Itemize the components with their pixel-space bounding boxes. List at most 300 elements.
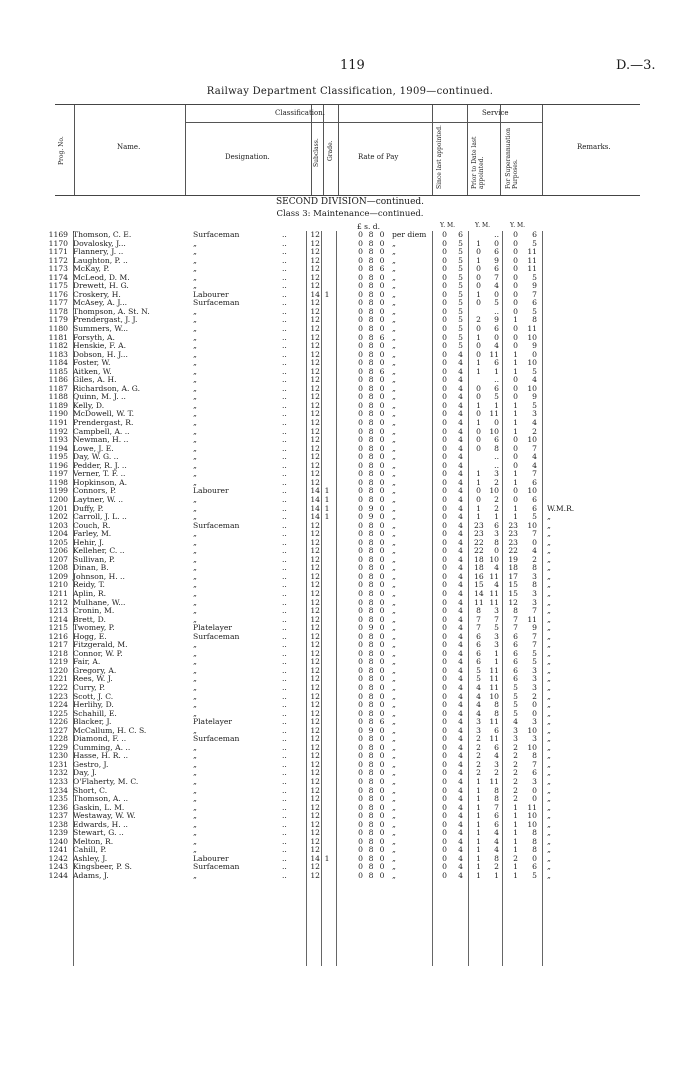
since-years: 0 — [442, 734, 447, 744]
super-years: 1 — [513, 426, 518, 436]
super-months: 7 — [532, 631, 537, 641]
rate-note: „ — [392, 315, 396, 325]
designation: „ — [193, 341, 197, 351]
superannuation-header: For Superannuation Purposes. — [505, 127, 519, 189]
super-years: 23 — [508, 537, 518, 547]
since-months: 5 — [458, 341, 463, 351]
designation: Labourer — [193, 486, 229, 496]
rate-shillings: 8 — [368, 828, 374, 838]
prior-years: 7 — [476, 614, 481, 624]
subclass: 12 — [310, 742, 320, 752]
prog-no: 1201 — [48, 503, 68, 513]
super-years: 0 — [513, 375, 518, 385]
since-months: 4 — [458, 862, 463, 872]
rate-pence: 0 — [379, 700, 385, 710]
super-months: 11 — [527, 255, 537, 265]
employee-name: Blacker, J. — [73, 717, 112, 727]
rate-note: „ — [392, 871, 396, 881]
since-months: 4 — [458, 426, 463, 436]
leader-dots: .. — [282, 230, 287, 239]
prior-months: 7 — [494, 272, 499, 282]
rate-pounds: 0 — [358, 554, 363, 564]
rate-shillings: 8 — [368, 306, 374, 316]
remarks: „ — [547, 811, 551, 821]
prog-no: 1184 — [48, 358, 68, 368]
leader-dots: .. — [282, 289, 287, 299]
employee-name: Richardson, A. G. — [73, 383, 141, 393]
rate-note: „ — [392, 614, 396, 624]
rate-pence: 0 — [379, 281, 385, 291]
remarks: „ — [547, 691, 551, 701]
super-years: 1 — [513, 358, 518, 368]
rate-shillings: 8 — [368, 742, 374, 752]
rate-shillings: 8 — [368, 443, 374, 453]
prog-no: 1239 — [48, 828, 68, 838]
prog-no: 1182 — [48, 341, 68, 351]
super-months: 2 — [532, 426, 537, 436]
rate-note: „ — [392, 657, 396, 667]
rate-pounds: 0 — [358, 409, 363, 419]
prog-no: 1233 — [48, 777, 68, 786]
prior-years: 0 — [476, 486, 481, 496]
remarks: „ — [547, 828, 551, 838]
subclass: 12 — [310, 571, 320, 581]
super-years: 0 — [513, 264, 518, 274]
super-months: 10 — [527, 383, 537, 393]
employee-name: Johnson, H. .. — [73, 571, 125, 581]
rate-shillings: 8 — [368, 811, 374, 821]
rate-note: „ — [392, 383, 396, 393]
prior-years: 0 — [476, 272, 481, 282]
rate-shillings: 8 — [368, 272, 374, 282]
prior-months: 2 — [494, 862, 499, 872]
employee-name: Laughton, P. .. — [73, 255, 128, 265]
employee-name: Cahill, P. — [73, 845, 107, 855]
rate-pence: 0 — [379, 631, 385, 641]
since-months: 5 — [458, 298, 463, 308]
rate-note: „ — [392, 725, 396, 735]
prior-months: 1 — [494, 366, 499, 376]
leader-dots: .. — [282, 785, 287, 795]
prior-months: 10 — [489, 426, 499, 436]
rate-shillings: 8 — [368, 383, 374, 393]
designation: „ — [193, 332, 197, 342]
leader-dots: .. — [282, 734, 287, 744]
prog-no: 1172 — [48, 255, 68, 265]
designation: Surfaceman — [193, 298, 240, 308]
employee-name: Fair, A. — [73, 657, 101, 667]
rate-pence: 0 — [379, 306, 385, 316]
super-months: 3 — [532, 597, 537, 607]
rate-shillings: 8 — [368, 836, 374, 846]
since-years: 0 — [442, 546, 447, 556]
rate-note: „ — [392, 400, 396, 410]
since-months: 4 — [458, 725, 463, 735]
leader-dots: .. — [282, 759, 287, 769]
since-years: 0 — [442, 682, 447, 692]
rate-pence: 0 — [379, 734, 385, 744]
prog-no: 1222 — [48, 682, 68, 692]
subclass: 12 — [310, 785, 320, 795]
prior-years: 4 — [476, 700, 481, 710]
prog-no: 1207 — [48, 554, 68, 564]
super-years: 1 — [513, 503, 518, 513]
since-years: 0 — [442, 520, 447, 530]
prog-no: 1238 — [48, 819, 68, 829]
leader-dots: .. — [282, 665, 287, 675]
super-months: 9 — [532, 392, 537, 402]
prog-no: 1218 — [48, 648, 68, 658]
super-months: 8 — [532, 845, 537, 855]
since-months: 4 — [458, 836, 463, 846]
rate-pounds: 0 — [358, 674, 363, 684]
super-years: 0 — [513, 435, 518, 445]
rate-pounds: 0 — [358, 469, 363, 479]
since-months: 4 — [458, 751, 463, 761]
rate-pence: 0 — [379, 418, 385, 428]
prior-months: 0 — [494, 289, 499, 299]
rate-note: „ — [392, 648, 396, 658]
rate-note: „ — [392, 845, 396, 855]
since-years: 0 — [442, 366, 447, 376]
super-months: 2 — [532, 691, 537, 701]
rate-pence: 0 — [379, 537, 385, 547]
since-months: 4 — [458, 606, 463, 616]
remarks: „ — [547, 588, 551, 598]
super-months: 3 — [532, 734, 537, 744]
prior-months: 8 — [494, 794, 499, 804]
rate-pounds: 0 — [358, 503, 363, 513]
prog-no: 1195 — [48, 452, 68, 462]
since-months: 4 — [458, 623, 463, 633]
rate-pence: 0 — [379, 298, 385, 308]
rate-note: „ — [392, 640, 396, 650]
prior-months: 11 — [489, 777, 499, 786]
rate-pence: 0 — [379, 571, 385, 581]
rate-note: „ — [392, 238, 396, 248]
since-months: 4 — [458, 819, 463, 829]
prior-years: 14 — [474, 588, 484, 598]
leader-dots: .. — [282, 657, 287, 667]
prog-no: 1179 — [48, 315, 68, 325]
super-months: 6 — [532, 862, 537, 872]
subclass: 12 — [310, 443, 320, 453]
rate-pence: 0 — [379, 725, 385, 735]
rate-pence: 0 — [379, 426, 385, 436]
rate-pounds: 0 — [358, 862, 363, 872]
subclass: 12 — [310, 665, 320, 675]
leader-dots: .. — [282, 375, 287, 385]
designation-header: Designation. — [225, 153, 270, 161]
super-years: 2 — [513, 777, 518, 786]
rate-pounds: 0 — [358, 512, 363, 522]
rate-shillings: 8 — [368, 717, 374, 727]
designation: „ — [193, 802, 197, 812]
prog-no: 1232 — [48, 768, 68, 778]
prior-years: 0 — [476, 426, 481, 436]
prog-no: 1188 — [48, 392, 68, 402]
employee-name: Connor, W. P. — [73, 648, 123, 658]
leader-dots: .. — [282, 648, 287, 658]
since-months: 4 — [458, 409, 463, 419]
rate-note: „ — [392, 494, 396, 504]
rate-note: „ — [392, 777, 396, 786]
employee-name: Kelleher, C. .. — [73, 546, 125, 556]
since-months: 4 — [458, 571, 463, 581]
designation: „ — [193, 580, 197, 590]
since-years: 0 — [442, 717, 447, 727]
since-last-header: Since last appointed. — [436, 125, 443, 189]
prog-no: 1221 — [48, 674, 68, 684]
rate-shillings: 8 — [368, 332, 374, 342]
rate-shillings: 8 — [368, 571, 374, 581]
rate-shillings: 8 — [368, 802, 374, 812]
designation: „ — [193, 836, 197, 846]
service-header: Service — [482, 109, 509, 117]
table-header — [55, 104, 640, 196]
prog-no: 1213 — [48, 606, 68, 616]
leader-dots: .. — [282, 853, 287, 863]
rate-shillings: 8 — [368, 255, 374, 265]
rate-pounds: 0 — [358, 794, 363, 804]
rate-pounds: 0 — [358, 400, 363, 410]
prog-no: 1173 — [48, 264, 68, 274]
super-years: 6 — [513, 640, 518, 650]
designation: Labourer — [193, 853, 229, 863]
since-years: 0 — [442, 751, 447, 761]
rate-note: „ — [392, 734, 396, 744]
subclass: 12 — [310, 529, 320, 539]
employee-name: Curry, P. — [73, 682, 106, 692]
super-months: 10 — [527, 725, 537, 735]
prog-no: 1219 — [48, 657, 68, 667]
rate-pence: 0 — [379, 588, 385, 598]
designation: Surfaceman — [193, 520, 240, 530]
super-years: 6 — [513, 657, 518, 667]
rate-note: „ — [392, 520, 396, 530]
leader-dots: .. — [282, 768, 287, 778]
remarks: „ — [547, 836, 551, 846]
designation: „ — [193, 759, 197, 769]
employee-name: Carroll, J. L. .. — [73, 512, 127, 522]
super-years: 18 — [508, 563, 518, 573]
leader-dots: .. — [282, 725, 287, 735]
employee-name: Hehir, J. — [73, 537, 104, 547]
employee-name: Sullivan, P. — [73, 554, 115, 564]
rate-pence: 0 — [379, 785, 385, 795]
rate-shillings: 8 — [368, 768, 374, 778]
designation: „ — [193, 255, 197, 265]
since-months: 4 — [458, 768, 463, 778]
since-months: 5 — [458, 264, 463, 274]
since-years: 0 — [442, 383, 447, 393]
leader-dots: .. — [282, 717, 287, 727]
rate-note: „ — [392, 742, 396, 752]
since-months: 4 — [458, 520, 463, 530]
since-years: 0 — [442, 665, 447, 675]
leader-dots: .. — [282, 537, 287, 547]
super-years: 0 — [513, 460, 518, 470]
prog-no: 1227 — [48, 725, 68, 735]
super-months: 10 — [527, 486, 537, 496]
leader-dots: .. — [282, 700, 287, 710]
rate-note: „ — [392, 631, 396, 641]
prog-no: 1242 — [48, 853, 68, 863]
subclass: 12 — [310, 811, 320, 821]
super-years: 1 — [513, 409, 518, 419]
rate-shillings: 8 — [368, 597, 374, 607]
super-months: 9 — [532, 623, 537, 633]
super-years: 6 — [513, 674, 518, 684]
subclass: 12 — [310, 717, 320, 727]
prog-no: 1199 — [48, 486, 68, 496]
prior-months: 4 — [494, 845, 499, 855]
prior-years: 6 — [476, 648, 481, 658]
rate-shillings: 8 — [368, 853, 374, 863]
prior-years: 18 — [474, 563, 484, 573]
rate-shillings: 8 — [368, 349, 374, 359]
designation: „ — [193, 708, 197, 718]
leader-dots: .. — [282, 871, 287, 881]
rate-pounds: 0 — [358, 742, 363, 752]
rate-shillings: 8 — [368, 392, 374, 402]
super-months: 7 — [532, 443, 537, 453]
rate-pence: 0 — [379, 811, 385, 821]
rate-pence: 6 — [379, 264, 385, 274]
designation: „ — [193, 554, 197, 564]
prior-to-header: Prior to Date last appointed. — [471, 136, 485, 189]
super-years: 0 — [513, 255, 518, 265]
since-years: 0 — [442, 606, 447, 616]
employee-name: Newman, H. .. — [73, 435, 129, 445]
prior-months: 10 — [489, 691, 499, 701]
super-years: 3 — [513, 725, 518, 735]
remarks: „ — [547, 717, 551, 727]
rate-note: „ — [392, 794, 396, 804]
designation: „ — [193, 409, 197, 419]
since-months: 4 — [458, 785, 463, 795]
prog-no: 1197 — [48, 469, 68, 479]
prior-years: 0 — [476, 247, 481, 257]
super-years: 0 — [513, 281, 518, 291]
rate-shillings: 8 — [368, 281, 374, 291]
rate-pounds: 0 — [358, 264, 363, 274]
super-years: 0 — [513, 298, 518, 308]
super-months: 0 — [532, 700, 537, 710]
rate-note: „ — [392, 700, 396, 710]
since-years: 0 — [442, 871, 447, 881]
prog-no: 1216 — [48, 631, 68, 641]
grade: 1 — [324, 503, 330, 513]
leader-dots: .. — [282, 862, 287, 872]
rate-pounds: 0 — [358, 230, 363, 239]
designation: „ — [193, 768, 197, 778]
designation: Surfaceman — [193, 230, 240, 239]
prog-no: 1236 — [48, 802, 68, 812]
rate-note: „ — [392, 426, 396, 436]
subclass: 12 — [310, 614, 320, 624]
rate-note: „ — [392, 255, 396, 265]
employee-name: Gaskin, L. M. — [73, 802, 125, 812]
subclass: 12 — [310, 315, 320, 325]
since-years: 0 — [442, 836, 447, 846]
designation: „ — [193, 657, 197, 667]
prior-months: 11 — [489, 717, 499, 727]
grade: 1 — [324, 289, 330, 299]
prog-no: 1171 — [48, 247, 68, 257]
rate-pounds: 0 — [358, 853, 363, 863]
subclass: 12 — [310, 306, 320, 316]
super-years: 1 — [513, 512, 518, 522]
designation: „ — [193, 315, 197, 325]
prior-units: Y. M. — [475, 222, 491, 229]
employee-name: Reidy, T. — [73, 580, 105, 590]
prior-months: 6 — [494, 358, 499, 368]
prog-no: 1202 — [48, 512, 68, 522]
super-years: 2 — [513, 742, 518, 752]
prior-years: 2 — [476, 734, 481, 744]
designation: „ — [193, 383, 197, 393]
employee-name: Connors, P. — [73, 486, 117, 496]
leader-dots: .. — [282, 794, 287, 804]
since-months: 4 — [458, 392, 463, 402]
rate-pounds: 0 — [358, 383, 363, 393]
rate-shillings: 8 — [368, 674, 374, 684]
super-years: 2 — [513, 853, 518, 863]
since-years: 0 — [442, 794, 447, 804]
employee-name: Herlihy, D. — [73, 700, 114, 710]
employee-name: Kelly, D. — [73, 400, 105, 410]
since-years: 0 — [442, 409, 447, 419]
super-months: 0 — [532, 349, 537, 359]
rate-note: „ — [392, 674, 396, 684]
prior-years: 4 — [476, 691, 481, 701]
designation: Surfaceman — [193, 631, 240, 641]
rate-pence: 0 — [379, 665, 385, 675]
rate-note: „ — [392, 247, 396, 257]
prog-no: 1229 — [48, 742, 68, 752]
subclass: 12 — [310, 537, 320, 547]
since-months: 5 — [458, 332, 463, 342]
leader-dots: .. — [282, 238, 287, 248]
since-years: 0 — [442, 238, 447, 248]
rate-pounds: 0 — [358, 426, 363, 436]
prior-years: 6 — [476, 640, 481, 650]
super-months: 11 — [527, 324, 537, 334]
employee-name: Giles, A. H. — [73, 375, 117, 385]
remarks: „ — [547, 580, 551, 590]
rate-note: „ — [392, 682, 396, 692]
subclass: 12 — [310, 324, 320, 334]
since-months: 4 — [458, 375, 463, 385]
leader-dots: .. — [282, 469, 287, 479]
rate-pence: 0 — [379, 460, 385, 470]
prog-no: 1192 — [48, 426, 68, 436]
employee-name: McAsey, A. J... — [73, 298, 128, 308]
designation: Labourer — [193, 289, 229, 299]
employee-name: Prendergast, R. — [73, 418, 134, 428]
rate-pounds: 0 — [358, 751, 363, 761]
rate-note: „ — [392, 691, 396, 701]
rate-note: „ — [392, 477, 396, 487]
remarks: „ — [547, 862, 551, 872]
employee-name: Fitzgerald, M. — [73, 640, 128, 650]
rate-note: „ — [392, 546, 396, 556]
employee-name: Scott, J. C. — [73, 691, 114, 701]
rate-note: „ — [392, 418, 396, 428]
employee-name: Schahill, E. — [73, 708, 117, 718]
rate-pounds: 0 — [358, 255, 363, 265]
